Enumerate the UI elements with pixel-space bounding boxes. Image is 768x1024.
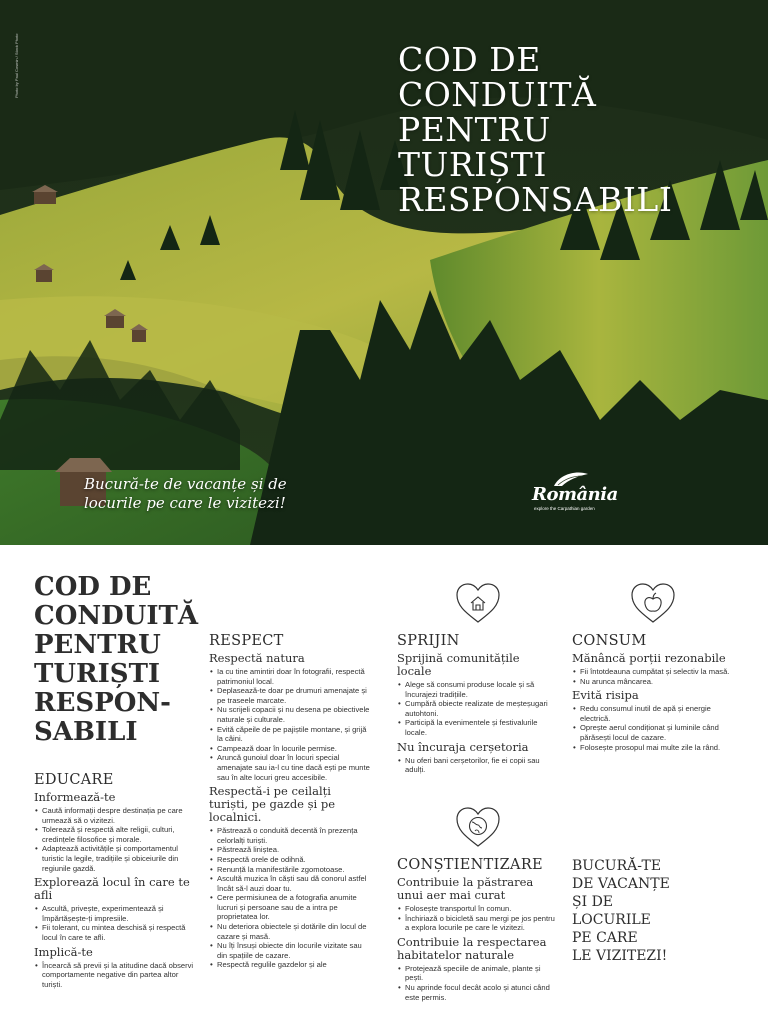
subsection-heading: Sprijină comunitățile locale (397, 651, 520, 678)
list-item: • Nu deteriora obiectele și dotările din locul de cazare și masă. (209, 922, 372, 941)
list-item: • Respectă regulile gazdelor și ale (209, 960, 372, 970)
page-title-line: RESPON- (34, 688, 171, 718)
list-item: • Adaptează activitățile și comportamentul turistic la legile, tradițiile și obiceiurile din regiunile gazdă. (34, 844, 199, 873)
closing-line: PE CARE (572, 930, 638, 946)
bullet-list (572, 667, 732, 686)
section-title: EDUCARE (34, 772, 114, 788)
list-item: • Evită căpeile de pe pajiștile montane, și grijă la câini. (209, 725, 372, 744)
list-item: • Nu arunca mâncarea. (572, 677, 732, 687)
subsection-heading: Respectă-i pe ceilalți turiști, pe gazde și pe localnici. (209, 784, 336, 825)
subsection-heading: Explorează locul în care te afli (34, 875, 190, 903)
closing-text (572, 857, 732, 965)
list-item: • Renunță la manifestările zgomotoase. (209, 865, 372, 875)
list-item: • Păstrează liniștea. (209, 845, 372, 855)
list-item: • Caută informații despre destinația pe care urmează să o vizitezi. (34, 806, 199, 825)
list-item: • Ascultă muzica în căști sau dă conorul astfel încât să-l auzi doar tu. (209, 874, 372, 893)
subsection-heading: Informează-te (34, 790, 116, 804)
list-item: • Campează doar în locurile permise. (209, 744, 372, 754)
list-item: • Închiriază o bicicletă sau mergi pe jos pentru a explora locurile pe care le vizitezi. (397, 914, 557, 933)
subsection-heading: Respectă natura (209, 651, 305, 665)
list-item: • Tolerează și respectă alte religii, culturi, credințele filosofice și morale. (34, 825, 199, 844)
bullet-list (397, 756, 557, 775)
hero-title (398, 42, 698, 217)
closing-line: ȘI DE (572, 894, 614, 910)
list-item: • Redu consumul inutil de apă și energie electrică. (572, 704, 732, 723)
section-educare (34, 772, 199, 989)
hero-title-line: COD DE (398, 40, 541, 79)
bullet-list (397, 680, 557, 738)
list-item: • Participă la evenimentele și festivalurile locale. (397, 718, 557, 737)
bullet-list (34, 904, 199, 942)
list-item: • Nu scrijeli copacii și nu desena pe obiectivele naturale și culturale. (209, 705, 372, 724)
bullet-list (34, 806, 199, 873)
list-item: • Nu aprinde focul decât acolo și atunci când este permis. (397, 983, 557, 1002)
list-item: • Aruncă gunoiul doar în locuri special amenajate sau ia-l cu tine dacă ești pe munte sau în alte locuri greu accesibile. (209, 753, 372, 782)
photo-credit: Photo by Paul Cosmin / Stock Photo (14, 33, 19, 98)
bullet-list (397, 964, 557, 1002)
list-item: • Respectă orele de odihnă. (209, 855, 372, 865)
subsection-heading: Mănâncă porții rezonabile (572, 651, 726, 665)
section-respect (209, 633, 372, 970)
subsection-heading: Implică-te (34, 944, 93, 959)
list-item: • Folosește prosopul mai multe zile la rând. (572, 743, 732, 753)
list-item: • Deplasează-te doar pe drumuri amenajate și pe traseele marcate. (209, 686, 372, 705)
list-item: • Păstrează o conduită decentă în prezența celorlalți turiști. (209, 826, 372, 845)
hero-tagline: Bucură-te de vacanțe și de locurile pe care le vizitezi! (84, 475, 287, 512)
hero-title-line: RESPONSABILI (398, 180, 673, 219)
romania-logo (532, 470, 618, 520)
page-title-line: SABILI (34, 717, 138, 747)
list-item: • Alege să consumi produse locale și să încurajezi tradițiile. (397, 680, 557, 699)
page-title (34, 573, 204, 747)
subsection-heading: Contribuie la păstrarea unui aer mai curat (397, 875, 534, 902)
closing-line: LE VIZITEZI! (572, 948, 668, 964)
closing-line: LOCURILE (572, 912, 651, 928)
page-title-line: CONDUITĂ (34, 601, 199, 631)
bullet-list (397, 904, 557, 933)
apple-heart-icon (629, 581, 677, 625)
section-title: SPRIJIN (397, 633, 460, 649)
hero-title-line: PENTRU (398, 110, 551, 149)
subsection-heading: Nu încuraja cerșetoria (397, 739, 529, 754)
list-item: • Folosește transportul în comun. (397, 904, 557, 914)
list-item: • Oprește aerul condiționat și luminile când părăsești locul de cazare. (572, 723, 732, 742)
section-consum (572, 633, 732, 752)
list-item: • Încearcă să previi și la atitudine dacă observi comportamente negative din partea altor turiști. (34, 961, 199, 990)
section-title: CONSUM (572, 633, 647, 649)
list-item: • Cumpără obiecte realizate de meșteșugari autohtoni. (397, 699, 557, 718)
list-item: • Cere permisiunea de a fotografia anumite lucruri și persoane sau de a intra pe proprietatea lor. (209, 893, 372, 922)
bullet-list (209, 826, 372, 970)
page-title-line: COD DE (34, 572, 152, 602)
list-item: • Ia cu tine amintiri doar în fotografii, respectă patrimoniul local. (209, 667, 372, 686)
list-item: • Nu oferi bani cerșetorilor, fie ei copii sau adulți. (397, 756, 557, 775)
code-of-conduct-content (0, 545, 768, 1024)
list-item: • Fii întotdeauna cumpătat și selectiv la masă. (572, 667, 732, 677)
hero-title-line: TURIȘTI (398, 145, 547, 184)
subsection-heading: Evită risipa (572, 688, 639, 703)
closing-line: DE VACANȚE (572, 876, 670, 892)
section-title: CONȘTIENTIZARE (397, 857, 543, 873)
page-title-line: TURIȘTI (34, 659, 161, 689)
subsection-heading: Contribuie la respectarea habitatelor naturale (397, 934, 547, 962)
section-sprijin (397, 633, 557, 775)
bullet-list (209, 667, 372, 782)
list-item: • Nu îți însuși obiecte din locurile vizitate sau din spațiile de cazare. (209, 941, 372, 960)
bullet-list (34, 961, 199, 990)
section-title: RESPECT (209, 633, 284, 649)
list-item: • Ascultă, privește, experimentează și împărtășește-ți impresiile. (34, 904, 199, 923)
closing-line: BUCURĂ-TE (572, 858, 662, 874)
bullet-list (572, 704, 732, 752)
globe-heart-icon (454, 805, 502, 849)
house-heart-icon (454, 581, 502, 625)
section-constientizare (397, 857, 557, 1002)
hero-title-line: CONDUITĂ (398, 75, 597, 114)
list-item: • Protejează speciile de animale, plante și pești. (397, 964, 557, 983)
closing-message (572, 857, 732, 965)
logo-wordmark: România (532, 484, 618, 505)
list-item: • Fii tolerant, cu mintea deschisă și respectă locul în care te afli. (34, 923, 199, 942)
page-title-line: PENTRU (34, 630, 161, 660)
logo-subtitle: explore the Carpathian garden (534, 506, 595, 511)
